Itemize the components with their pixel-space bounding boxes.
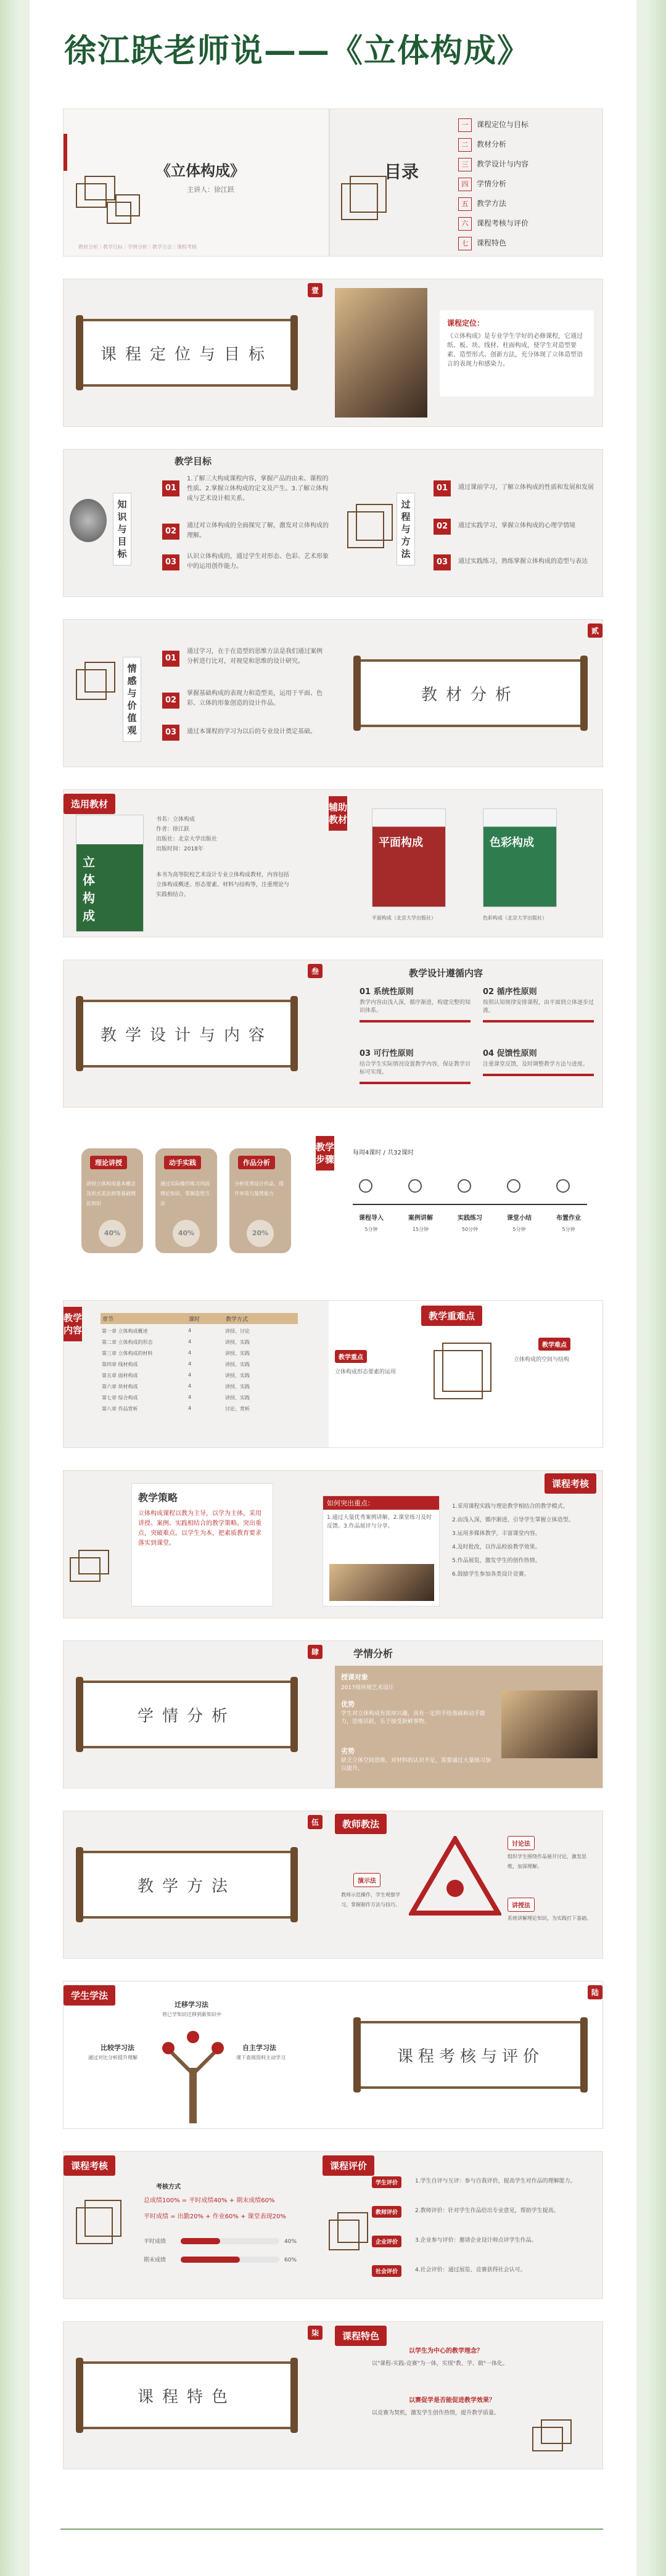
objectives-title: 教学目标 — [175, 456, 212, 467]
toc-num: 一 — [458, 118, 472, 132]
principle-card: 04 促馈性原则 注重课堂反馈，及时调整教学方法与进度。 — [483, 1047, 594, 1076]
student-method-text: 课下查阅资料主动学习 — [236, 2055, 286, 2060]
cube-icon — [76, 183, 107, 208]
objective-num: 02 — [162, 524, 179, 540]
aux-textbook-tag: 辅助教材 — [329, 796, 347, 831]
objective-num: 01 — [162, 480, 179, 496]
section-num-tag: 陆 — [588, 1985, 602, 1999]
slide-features — [63, 2321, 603, 2469]
table-cell: 4 — [188, 1383, 192, 1389]
slide-content-table — [63, 1300, 603, 1448]
pencil-icon — [556, 1179, 570, 1193]
title-scroll — [82, 2361, 292, 2429]
section-num-tag: 肆 — [308, 1645, 323, 1659]
page-title: 徐江跃老师说——《立体构成》 — [64, 33, 531, 70]
slide-student-analysis — [63, 1640, 603, 1788]
exam-tag: 课程考核 — [545, 1473, 596, 1494]
table-cell: 4 — [188, 1350, 192, 1356]
title-scroll — [82, 1851, 292, 1919]
method-text: 教师示范操作，学生观察学习，掌握制作方法与技巧。 — [341, 1892, 400, 1907]
toc-num: 六 — [458, 217, 472, 231]
eval-tag: 课程评价 — [323, 2155, 374, 2176]
table-cell: 4 — [188, 1394, 192, 1400]
table-cell: 4 — [188, 1339, 192, 1344]
method-num: 03 — [434, 554, 451, 570]
table-cell: 4 — [188, 1372, 192, 1378]
slide-design-content — [63, 960, 603, 1108]
eval-label: 社会评价 — [372, 2265, 401, 2277]
key-label: 教学重点 — [335, 1350, 367, 1363]
knowledge-tag: 知识与目标 — [113, 493, 131, 566]
cube-icon — [107, 202, 131, 224]
table-cell: 讲授、实践 — [225, 1339, 250, 1345]
star-icon — [507, 1179, 520, 1193]
table-cell: 第一章 立体构成概述 — [102, 1328, 148, 1334]
toc-title: 目录 — [384, 162, 419, 182]
cube-icon — [70, 1557, 101, 1582]
divider — [329, 109, 330, 257]
key-points-panel — [329, 1301, 603, 1448]
toc-num: 二 — [458, 138, 472, 152]
emotion-tag: 情感与价值观 — [123, 657, 141, 742]
scroll-title: 课程考核与评价 — [397, 2047, 544, 2066]
teaching-pill: 动手实践 通过实际操作练习巩固理论知识，掌握造型方法 40% — [155, 1148, 217, 1253]
objective-text: 1.了解三大构成课程内容，掌握产品的由来、课程的性质。2.掌握立体构成的定义及产生。3.了解立体构成与艺术设计相关系。 — [187, 475, 329, 502]
teaching-pill: 作品分析 分析优秀设计作品，提升审美与鉴赏能力 20% — [229, 1148, 291, 1253]
cover-left — [64, 109, 329, 257]
bar-fill — [181, 2257, 240, 2263]
method-num: 01 — [434, 480, 451, 496]
strategy-card: 教学策略 立体构成课程以教为主导，以学为主体，采用讲授、案例、实践相结合的教学策略。突出重点，突破难点。以学生为本，把素质教育要求落实到课堂。 — [131, 1483, 273, 1607]
section-num-tag: 壹 — [308, 283, 323, 297]
title-scroll — [82, 1681, 292, 1748]
student-methods-tag: 学生学法 — [64, 1985, 115, 2006]
model-photo — [329, 1564, 434, 1601]
cube-icon — [329, 2220, 360, 2250]
method-triangle — [409, 1836, 501, 1916]
eval-text: 3.企业参与评价：邀请企业设计师点评学生作品。 — [415, 2237, 537, 2244]
method-label: 讲授法 — [508, 1898, 535, 1912]
course-photo — [335, 288, 427, 418]
steps-tag: 教学步骤 — [316, 1136, 334, 1171]
emotion-text: 通过学习，在于在造型的思维方法是我们通过案例分析进行比对，对视觉和思维的设计研究。 — [187, 648, 323, 665]
eval-text: 4.社会评价：通过展览、竞赛获得社会认可。 — [415, 2267, 526, 2273]
toc-item[interactable]: 四 学情分析 — [458, 175, 594, 194]
emotion-num: 02 — [162, 693, 179, 709]
toc-item[interactable]: 二 教材分析 — [458, 135, 594, 155]
table-cell: 第五章 面材构成 — [102, 1373, 138, 1378]
cover-speaker: 主讲人：徐江跃 — [187, 186, 234, 194]
design-section-title: 教学设计遵循内容 — [409, 968, 483, 979]
table-cell: 讨论、赏析 — [225, 1406, 250, 1412]
scroll-title: 课程特色 — [137, 2387, 236, 2406]
title-scroll — [360, 2021, 582, 2089]
step-time: 5分钟 — [512, 1227, 526, 1232]
title-scroll — [82, 1000, 292, 1068]
slide-positioning — [63, 279, 603, 427]
method-label: 演示法 — [353, 1873, 380, 1887]
objective-text: 通过对立体构成的全面探究了解，激发对立体构成的理解。 — [187, 522, 329, 539]
cover-footer: 教材分析｜教学目标｜学情分析｜教学方法｜课程考核 — [78, 244, 197, 250]
method-text: 系统讲解理论知识，为实践打下基础。 — [508, 1916, 591, 1921]
table-cell: 讲授、实践 — [225, 1373, 250, 1378]
scroll-title: 教学设计与内容 — [100, 1026, 273, 1045]
student-method-label: 比较学习法 — [101, 2044, 134, 2052]
table-cell: 第四章 线材构成 — [102, 1362, 138, 1367]
feature-tag: 课程特色 — [335, 2326, 387, 2346]
objective-text: 认识立体构成的，通过学生对形态、色彩、艺术形象中的运用创作能力。 — [187, 553, 329, 570]
aux-book-caption: 平面构成（北京大学出版社） — [372, 915, 436, 921]
aux-book-cover: 色彩构成 — [483, 809, 557, 907]
step-label: 布置作业 — [556, 1215, 581, 1222]
step-label: 案例讲解 — [408, 1215, 433, 1222]
toc-num: 四 — [458, 178, 472, 191]
red-accent — [64, 134, 67, 171]
table-cell: 第八章 作品赏析 — [102, 1406, 138, 1412]
step-label: 课程导入 — [359, 1215, 384, 1222]
feature-q1: 以学生为中心的教学理念？ — [409, 2348, 483, 2355]
table-row — [101, 1371, 298, 1380]
bar-label: 平时成绩 — [144, 2239, 166, 2245]
table-cell: 第三章 立体构成的材料 — [102, 1351, 153, 1356]
method-text: 通过实践练习，熟练掌握立体构成的造型与表达 — [458, 558, 588, 565]
slide-textbook-analysis — [63, 619, 603, 767]
slide-steps — [63, 1130, 603, 1278]
toc-item[interactable]: 七 课程特色 — [458, 234, 594, 253]
main-textbook-cover: 立体构成 — [76, 815, 144, 932]
feature-a1: 以"课程-实践-竞赛"为一体，实现"教、学、做"一体化。 — [372, 2361, 509, 2367]
step-time: 5分钟 — [364, 1227, 378, 1232]
scroll-title: 学情分析 — [137, 1706, 236, 1726]
slide-cover — [63, 109, 603, 257]
exam-tag: 课程考核 — [64, 2155, 115, 2176]
feature-a2: 以竞赛为契机，激发学生创作热情，提升教学质量。 — [372, 2410, 500, 2416]
slide-textbooks — [63, 789, 603, 937]
slide-exam-evaluation — [63, 2151, 603, 2299]
section-num-tag: 伍 — [308, 1815, 323, 1829]
table-row — [101, 1382, 298, 1391]
section-num-tag: 柒 — [308, 2326, 323, 2340]
tree-icon — [156, 2018, 230, 2123]
emotion-num: 01 — [162, 651, 179, 667]
toc-num: 三 — [458, 158, 472, 171]
formula-regular: 平时成绩 = 出勤20% + 作业60% + 课堂表现20% — [144, 2213, 286, 2220]
cube-icon — [76, 669, 107, 700]
step-time: 15分钟 — [412, 1227, 429, 1232]
toc-num: 七 — [458, 237, 472, 250]
table-cell: 第二章 立体构成的形态 — [102, 1339, 153, 1345]
table-header: 章节 课时 教学方式 — [101, 1313, 298, 1324]
feature-q2: 以赛促学是否能促进教学效果？ — [409, 2397, 495, 2404]
table-cell: 讲授、实践 — [225, 1362, 250, 1367]
key-points-title: 教学重难点 — [421, 1306, 482, 1326]
emotion-num: 03 — [162, 725, 179, 741]
objective-num: 03 — [162, 554, 179, 570]
toc-item[interactable]: 六 课程考核与评价 — [458, 214, 594, 234]
step-label: 实践练习 — [458, 1215, 482, 1222]
step-label: 课堂小结 — [507, 1215, 532, 1222]
table-cell: 讲授、讨论 — [225, 1328, 250, 1334]
teaching-pill: 理论讲授 讲授立体构成基本概念及形式美法则等基础理论知识 40% — [81, 1148, 143, 1253]
section-num-tag: 叁 — [308, 964, 323, 978]
toc-item[interactable]: 五 教学方法 — [458, 194, 594, 214]
method-label: 讨论法 — [508, 1836, 535, 1850]
cube-icon — [434, 1350, 483, 1399]
table-row — [101, 1393, 298, 1402]
toc-list — [458, 115, 594, 253]
content-tag: 教学内容 — [64, 1307, 82, 1341]
table-row — [101, 1338, 298, 1346]
method-num: 02 — [434, 519, 451, 535]
method-text: 通过课前学习，了解立体构成的性质和发展和发展 — [458, 484, 594, 491]
bar-fill — [181, 2238, 220, 2244]
principle-card: 03 可行性原则 结合学生实际情况设置教学内容，保证教学目标可实现。 — [360, 1047, 471, 1084]
eval-label: 学生评价 — [372, 2176, 401, 2188]
scroll-title: 教材分析 — [421, 685, 520, 704]
cover-book-title: 《立体构成》 — [156, 162, 245, 179]
strategy-list: 1.采用课程实践与理论教学相结合的教学模式。 2.由浅入深，循序渐进，引导学生掌握立体造型。 3.运用多媒体教学，丰富课堂内容。 4.及时批改，以作品检验教学效果。 5.作品展览，激发学生的创作热情。 6.鼓励学生参加各类设计竞赛。 — [452, 1504, 574, 1578]
table-cell: 讲授、实践 — [225, 1384, 250, 1389]
table-row — [101, 1360, 298, 1368]
bar-value: 60% — [284, 2257, 297, 2263]
step-time: 5分钟 — [562, 1227, 575, 1232]
method-text: 组织学生围绕作品展开讨论，激发思维，加深理解。 — [508, 1854, 586, 1869]
main-textbook-desc: 本书为高等院校艺术设计专业立体构成教材，内容包括立体构成概述、形态要素、材料与结构等，注重理论与实践相结合。 — [156, 872, 290, 898]
title-scroll — [360, 659, 582, 727]
cube-icon — [532, 2427, 563, 2451]
title-scroll — [82, 319, 292, 387]
step-time: 50分钟 — [461, 1227, 479, 1232]
main-textbook-info: 书名：立体构成 作者：徐江跃 出版社：北京大学出版社 出版时间：2018年 — [156, 817, 218, 852]
section-num-tag: 贰 — [588, 623, 602, 638]
slide-strategy — [63, 1470, 603, 1618]
geodesic-sphere-icon — [70, 499, 107, 542]
table-cell: 4 — [188, 1328, 192, 1333]
hours-text: 每周4课时 / 共32课时 — [353, 1150, 414, 1156]
right-frame — [649, 0, 666, 2576]
slide-teaching-methods — [63, 1811, 603, 1959]
difficulty-text: 立体构成的空间与结构 — [514, 1357, 570, 1363]
how-card: 如何突出重点： 1.通过大量优秀案例讲解。2.课堂练习及时反馈。3.作品展评与分享。 — [323, 1496, 440, 1607]
table-row — [101, 1327, 298, 1335]
aux-book-cover: 平面构成 — [372, 809, 446, 907]
scroll-title: 教学方法 — [137, 1877, 236, 1896]
emotion-text: 掌握基础构成的表现力和造型美，运用于平面、色彩、立体的形象创造的设计作品。 — [187, 690, 323, 707]
table-cell: 4 — [188, 1361, 192, 1367]
principle-card: 02 循序性原则 按照认知规律安排课程，由平面到立体逐步过渡。 — [483, 985, 594, 1023]
analysis-title: 学情分析 — [353, 1648, 393, 1660]
bar-value: 40% — [284, 2239, 297, 2245]
slide-student-methods — [63, 1981, 603, 2129]
eval-label: 教师评价 — [372, 2206, 401, 2218]
formula-total: 总成绩100% = 平时成绩40% + 期末成绩60% — [144, 2197, 275, 2204]
toc-item[interactable]: 三 教学设计与内容 — [458, 155, 594, 175]
eval-text: 1.学生自评与互评：参与自我评价，提高学生对作品的理解能力。 — [415, 2178, 576, 2184]
table-cell: 第七章 综合构成 — [102, 1395, 138, 1401]
student-method-label: 自主学习法 — [242, 2044, 276, 2052]
aux-book-caption: 色彩构成（北京大学出版社） — [483, 915, 547, 921]
cube-icon — [341, 183, 378, 220]
table-row — [101, 1349, 298, 1357]
pen-icon — [408, 1179, 422, 1193]
toc-num: 五 — [458, 197, 472, 211]
toc-item[interactable]: 一 课程定位与目标 — [458, 115, 594, 135]
student-photo — [501, 1690, 598, 1758]
student-method-text: 将已学知识迁移到新知识中 — [162, 2012, 221, 2017]
teacher-methods-tag: 教师教法 — [335, 1814, 387, 1834]
molecule-icon — [458, 1179, 471, 1193]
positioning-card — [440, 310, 594, 397]
student-method-text: 通过对比分析提升理解 — [88, 2055, 138, 2060]
cube-icon — [76, 2207, 113, 2244]
process-tag: 过程与方法 — [397, 493, 415, 566]
table-row — [101, 1404, 298, 1413]
bar-label: 期末成绩 — [144, 2257, 166, 2263]
main-textbook-tag: 选用教材 — [64, 794, 115, 814]
page — [30, 0, 636, 2576]
cube-icon — [347, 511, 384, 548]
clock-icon — [359, 1179, 372, 1193]
slide-objectives — [63, 449, 603, 597]
table-cell: 讲授、实践 — [225, 1395, 250, 1401]
difficulty-label: 教学难点 — [538, 1338, 570, 1351]
eval-text: 2.教师评价：针对学生作品给出专业意见，帮助学生提高。 — [415, 2208, 559, 2214]
method-text: 通过实践学习，掌握立体构成的心理学情境 — [458, 522, 575, 529]
student-method-label: 迁移学习法 — [175, 2001, 208, 2009]
formula-title: 考核方式 — [156, 2184, 181, 2191]
key-text: 立体构成形态要素的运用 — [335, 1369, 397, 1375]
table-cell: 讲授、实践 — [225, 1351, 250, 1356]
table-cell: 第六章 块材构成 — [102, 1384, 138, 1389]
emotion-text: 通过本课程的学习为以后的专业设计奠定基础。 — [187, 728, 316, 735]
positioning-label: 课程定位： — [447, 319, 485, 327]
table-cell: 4 — [188, 1405, 192, 1411]
timeline-line — [353, 1204, 587, 1205]
eval-label: 企业评价 — [372, 2236, 401, 2247]
principle-card: 01 系统性原则 教学内容由浅入深，循序渐进，构建完整的知识体系。 — [360, 985, 471, 1023]
left-frame — [0, 0, 17, 2576]
positioning-desc: 《立体构成》是专业学生学好的必修课程，它通过纸、板、块、线材、柱面构成，使学生对造型要素、造型形式、创新方法，充分体现了立体造型语言的表现力和感染力。 — [447, 333, 583, 368]
analysis-panel: 授课对象 2017级环境艺术设计 优势 学生对立体构成有浓厚兴趣，具有一定的手绘基础和动手能力，思维活跃，乐于接受新鲜事物。 劣势 缺乏立体空间思维，对材料的认识不足，需要通过大量练习加以提升。 — [335, 1666, 603, 1788]
decorative-vine — [60, 2529, 603, 2530]
scroll-title: 课程定位与目标 — [100, 345, 273, 364]
